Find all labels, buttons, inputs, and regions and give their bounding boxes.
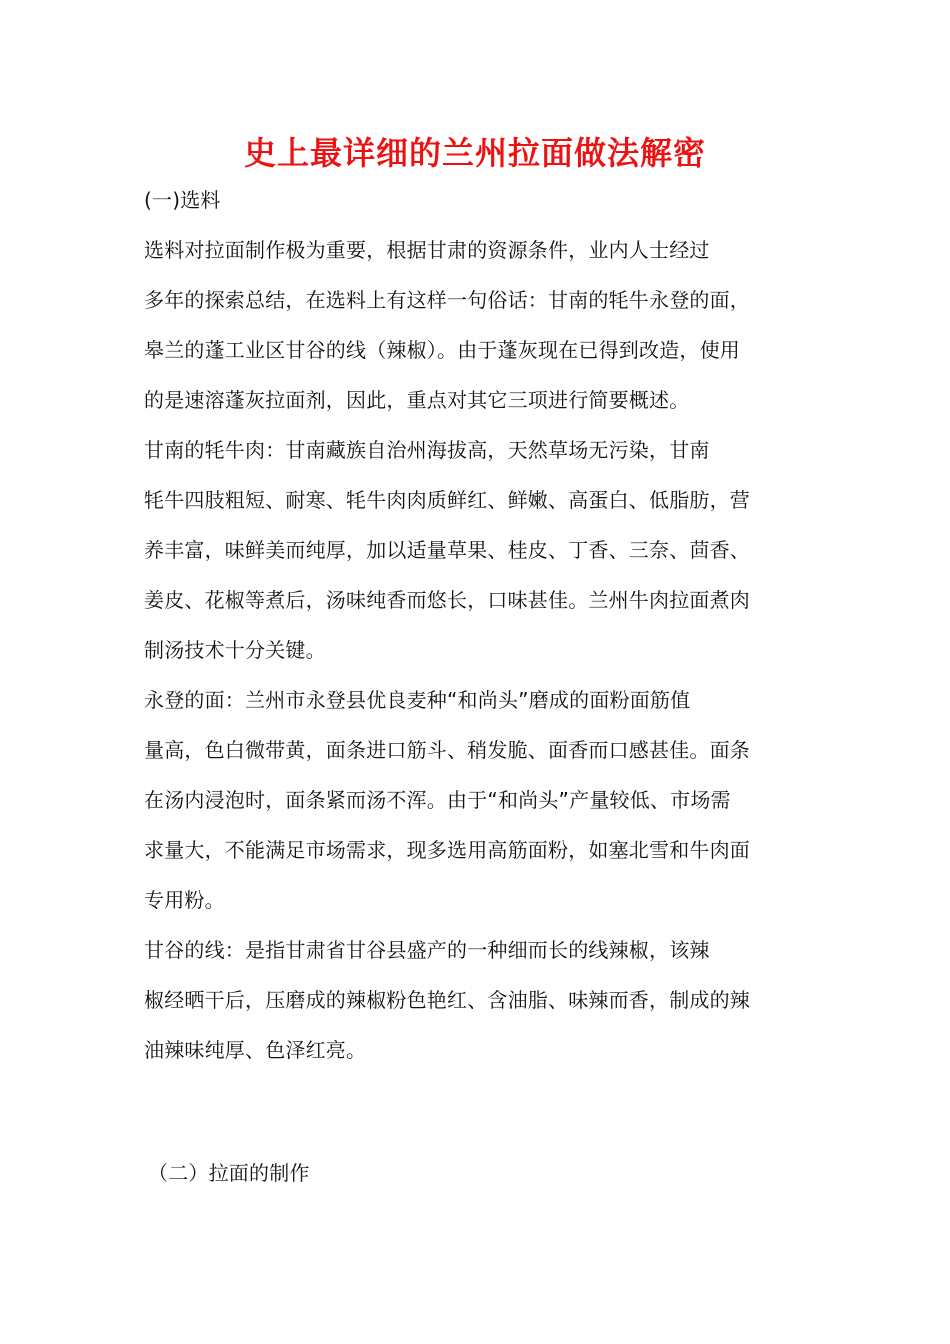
paragraph-line: 牦牛四肢粗短、耐寒、牦牛肉肉质鲜红、鲜嫩、高蛋白、低脂肪，营: [144, 488, 750, 512]
paragraph-line: 专用粉。: [144, 888, 225, 912]
paragraph-line: 姜皮、花椒等煮后，汤味纯香而悠长，口味甚佳。兰州牛肉拉面煮肉: [144, 588, 750, 612]
paragraph-line: 的是速溶蓬灰拉面剂，因此，重点对其它三项进行简要概述。: [144, 388, 690, 412]
paragraph-line: 椒经晒干后，压磨成的辣椒粉色艳红、含油脂、味辣而香，制成的辣: [144, 988, 750, 1012]
paragraph-line: 在汤内浸泡时，面条紧而汤不浑。由于“和尚头”产量较低、市场需: [144, 788, 731, 812]
paragraph-line: 永登的面：兰州市永登县优良麦种“和尚头”磨成的面粉面筋值: [144, 688, 691, 712]
paragraph-line: 制汤技术十分关键。: [144, 638, 326, 662]
paragraph-line: 甘南的牦牛肉：甘南藏族自治州海拔高，天然草场无污染，甘南: [144, 438, 710, 462]
paragraph-line: 量高，色白微带黄，面条进口筋斗、稍发脆、面香而口感甚佳。面条: [144, 738, 750, 762]
paragraph-line: 养丰富，味鲜美而纯厚，加以适量草果、桂皮、丁香、三奈、茴香、: [144, 538, 750, 562]
section-heading: （二）拉面的制作: [148, 1161, 310, 1185]
paragraph-line: 皋兰的蓬工业区甘谷的线（辣椒）。由于蓬灰现在已得到改造，使用: [144, 338, 740, 362]
paragraph-line: 甘谷的线：是指甘肃省甘谷县盛产的一种细而长的线辣椒，该辣: [144, 938, 710, 962]
paragraph-line: 多年的探索总结，在选料上有这样一句俗话：甘南的牦牛永登的面，: [144, 288, 750, 312]
paragraph-line: 求量大，不能满足市场需求，现多选用高筋面粉，如塞北雪和牛肉面: [144, 838, 750, 862]
document-title: 史上最详细的兰州拉面做法解密: [243, 134, 706, 172]
paragraph-line: 油辣味纯厚、色泽红亮。: [144, 1038, 367, 1062]
paragraph-line: 选料对拉面制作极为重要，根据甘肃的资源条件，业内人士经过: [144, 238, 710, 262]
section-heading: (一)选料: [144, 188, 221, 212]
